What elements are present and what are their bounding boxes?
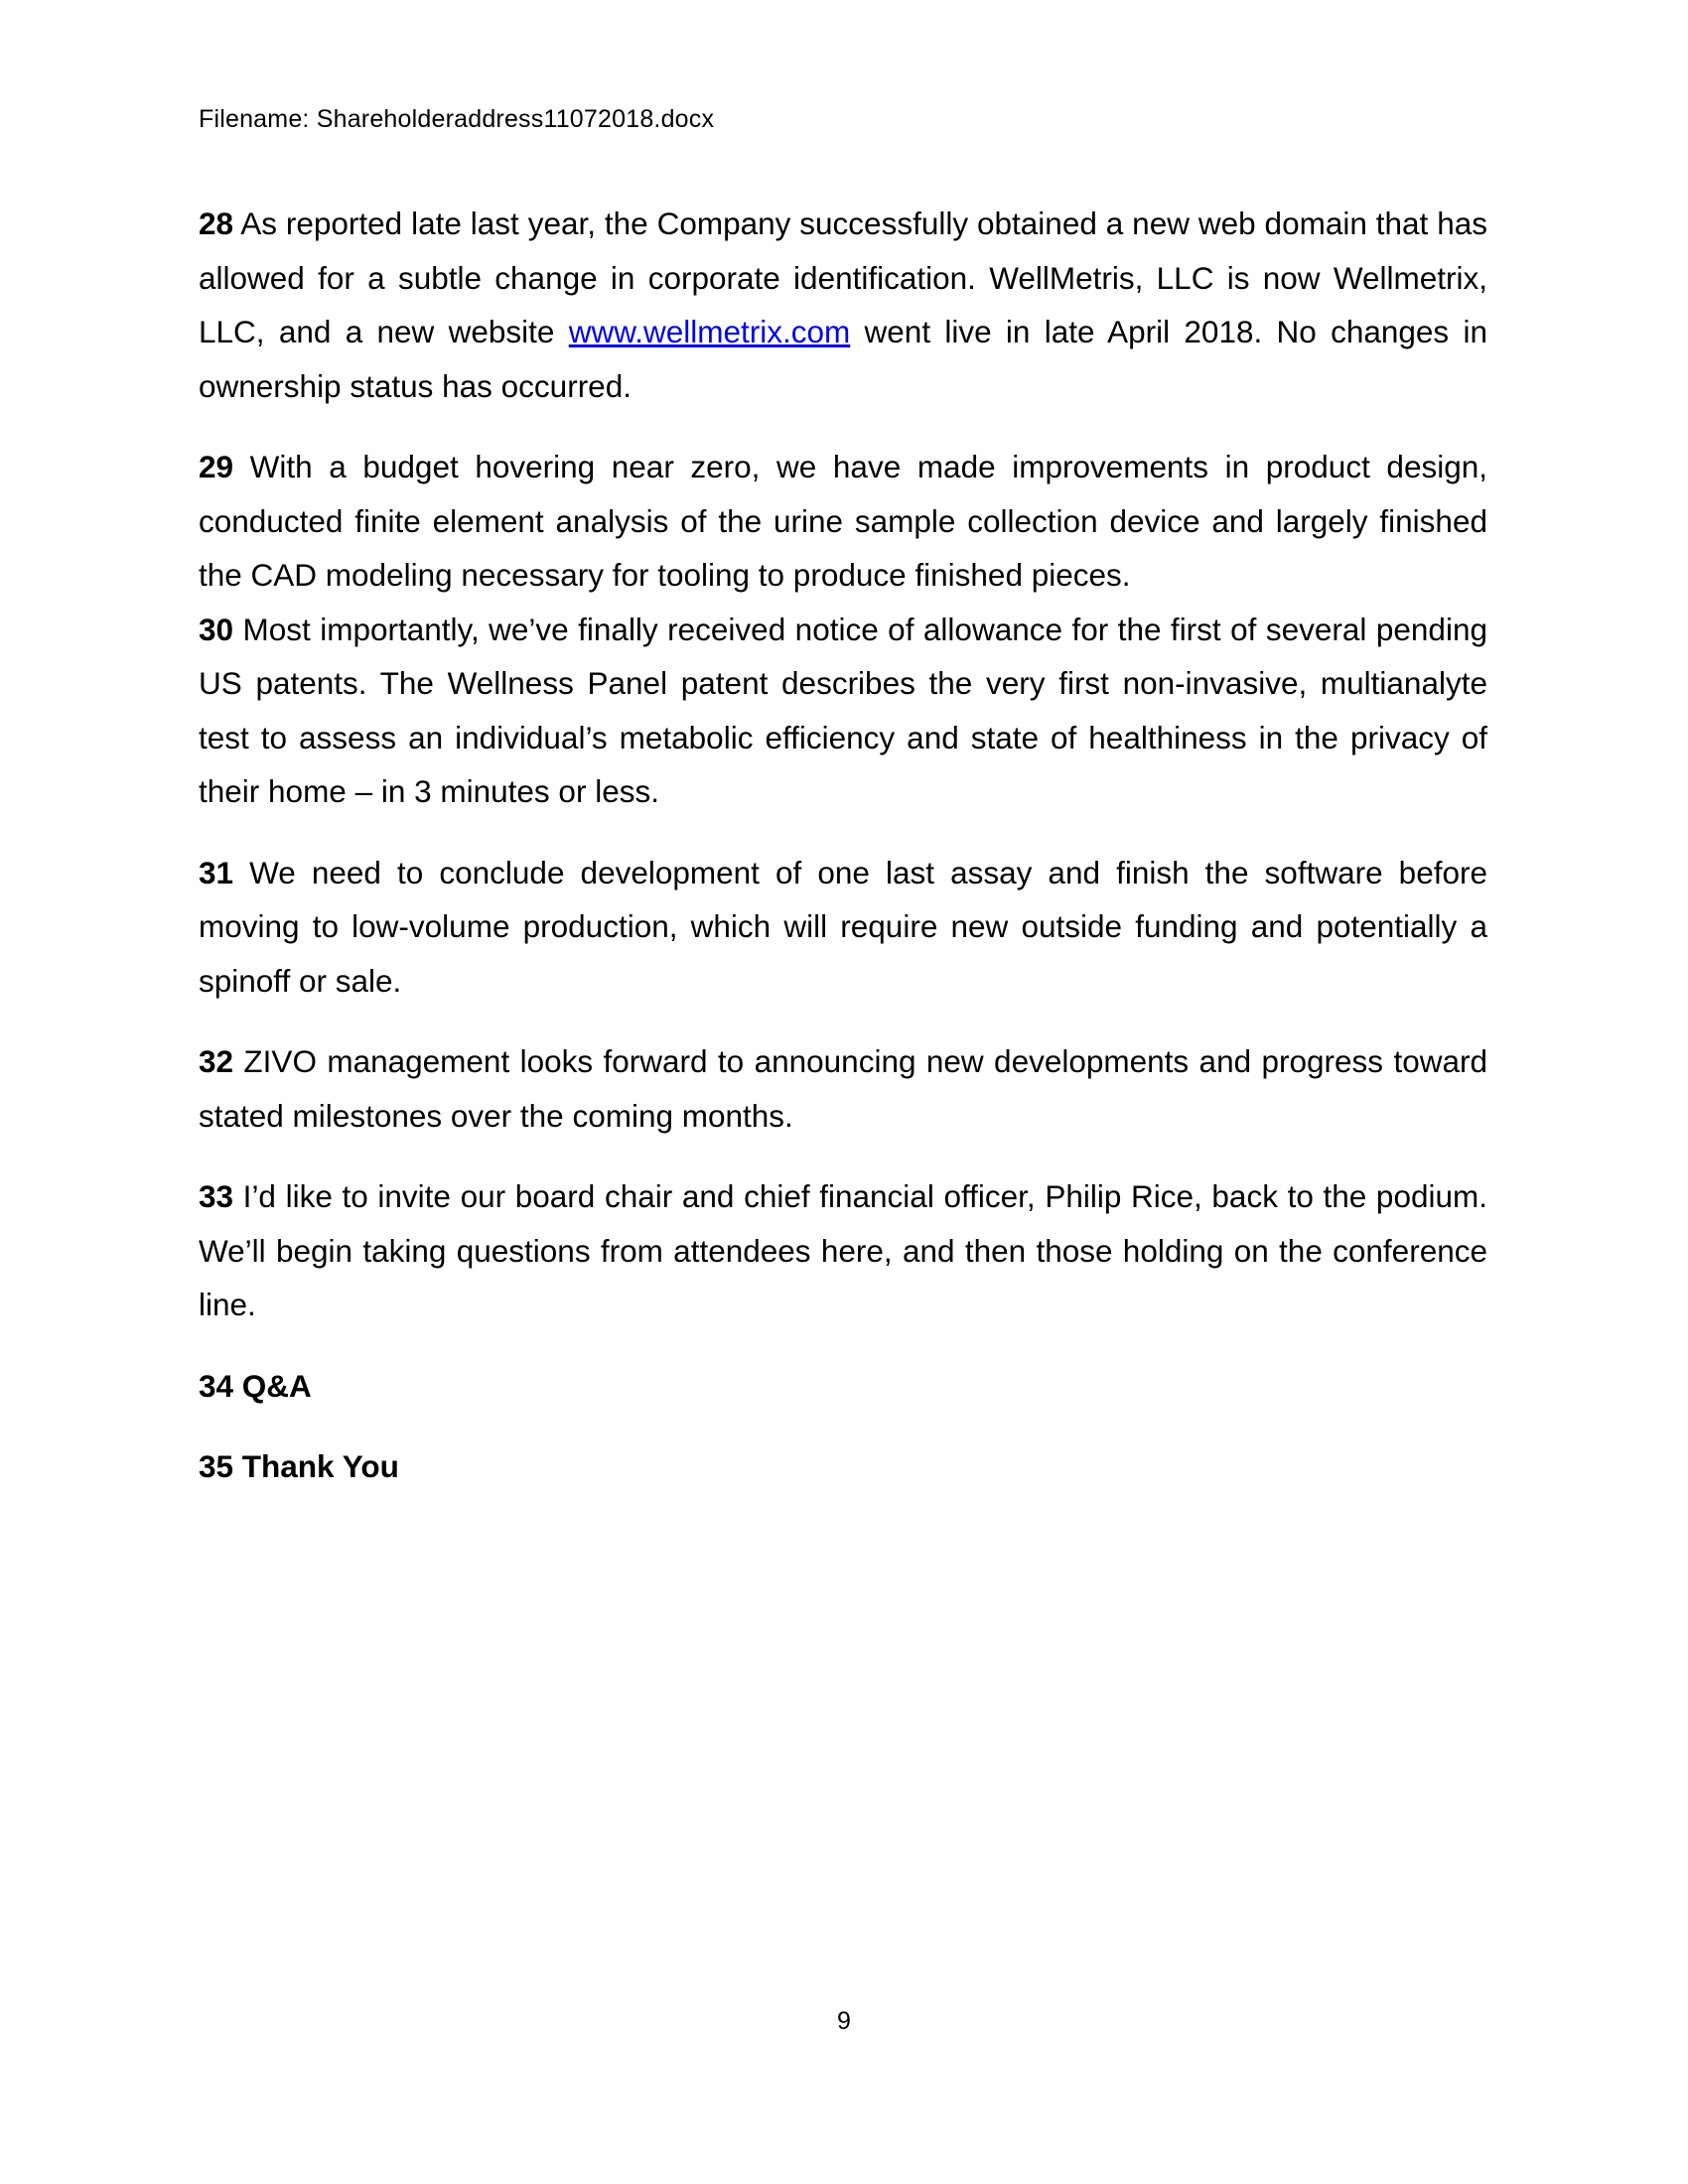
paragraph-number: 31 bbox=[199, 854, 234, 890]
page-number: 9 bbox=[837, 2007, 851, 2035]
paragraph-number: 30 bbox=[199, 611, 234, 647]
qa-heading: 34 Q&A bbox=[199, 1367, 312, 1404]
paragraph-text: ZIVO management looks forward to announcing new developments and progress toward stated milestones over the coming months. bbox=[199, 1043, 1487, 1134]
paragraph-32 bbox=[199, 1034, 1487, 1143]
paragraph-33 bbox=[199, 1169, 1487, 1332]
paragraph-text: went live in late April 2018. No changes in ownership status has occurred. bbox=[199, 314, 1488, 404]
paragraph-31 bbox=[199, 846, 1487, 1009]
filename-header: Filename: Shareholderaddress11072018.docx bbox=[199, 105, 715, 133]
paragraph-30 bbox=[199, 603, 1487, 819]
website-link[interactable]: www.wellmetrix.com bbox=[568, 314, 851, 349]
paragraph-text: Most importantly, we’ve finally received notice of allowance for the first of several pending US patents. The Wellness Panel patent describes the very first non-invasive, multianalyte test to assess an individual’s metabolic efficiency and state of healthiness in the privacy of their home – in 3 minutes or less. bbox=[199, 611, 1487, 809]
paragraph-number: 29 bbox=[199, 449, 234, 484]
paragraph-28 bbox=[199, 197, 1487, 413]
paragraph-number: 28 bbox=[199, 205, 234, 241]
paragraph-text: I’d like to invite our board chair and chief financial officer, Philip Rice, back to the podium. We’ll begin taking questions from attendees here, and then those holding on the conference line. bbox=[199, 1178, 1487, 1322]
paragraph-number: 33 bbox=[199, 1178, 234, 1214]
paragraph-text: As reported late last year, the Company successfully obtained a new web domain that has allowed for a subtle change in corporate identification. WellMetris, LLC is now Wellmetrix, LLC, and a new website bbox=[199, 205, 1487, 349]
document-body bbox=[199, 197, 1487, 1521]
paragraph-text: With a budget hovering near zero, we have made improvements in product design, conducted finite element analysis of the urine sample collection device and largely finished the CAD modeling necessary for tooling to produce finished pieces. bbox=[199, 449, 1487, 593]
paragraph-number: 32 bbox=[199, 1043, 234, 1079]
thank-you-heading: 35 Thank You bbox=[199, 1448, 399, 1484]
paragraph-text: We need to conclude development of one last assay and finish the software before moving to low-volume production, which will require new outside funding and potentially a spinoff or sale. bbox=[199, 854, 1487, 999]
paragraph-29 bbox=[199, 440, 1487, 603]
